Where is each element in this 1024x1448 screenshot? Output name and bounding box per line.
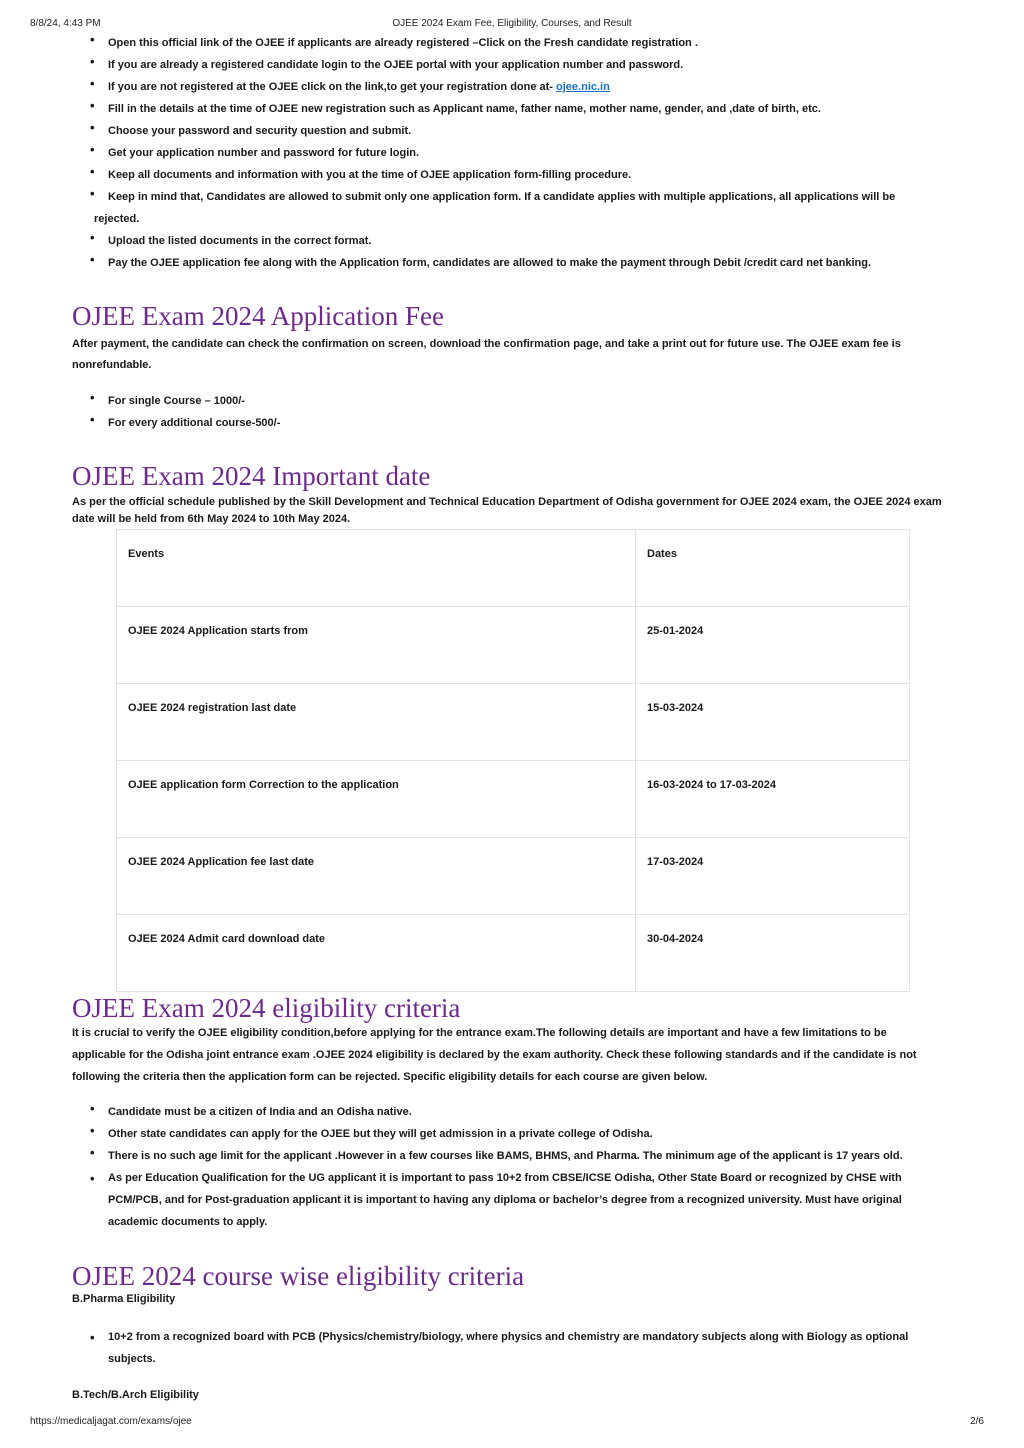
table-row <box>117 915 910 992</box>
list-item: • Pay the OJEE application fee along with the Application form, candidates are allowed to make the payment through Debit /credit card net banking. <box>90 252 872 269</box>
eligibility-heading: OJEE Exam 2024 eligibility criteria <box>72 993 461 1023</box>
list-item: • Keep in mind that, Candidates are allowed to submit only one application form. If a candidate applies with multiple applications, all applications will be rejected. <box>90 186 896 225</box>
eligibility-paragraph: It is crucial to verify the OJEE eligibility condition,before applying for the entrance exam.The following details are important and have a few limitations to be applicable for the Odisha joint entrance exam .OJEE 2024 eligibility is declared by the exam authority. Check these following standards and if the candidate is not following the criteria then the application form can be rejected. Specific eligibility details for each course are given below. <box>72 1027 917 1083</box>
ojee-portal-link[interactable]: ojee.nic.in <box>556 81 610 93</box>
btech-label: B.Tech/B.Arch Eligibility <box>72 1389 199 1401</box>
dates-heading: OJEE Exam 2024 Important date <box>72 461 431 491</box>
list-item: • Upload the listed documents in the correct format. <box>90 230 372 247</box>
date-cell: 25-01-2024 <box>636 607 910 684</box>
date-cell: 16-03-2024 to 17-03-2024 <box>636 761 910 838</box>
list-item: • 10+2 from a recognized board with PCB (Physics/chemistry/biology, where physics and chemistry are mandatory subjects along with Biology as optional subjects. <box>90 1330 909 1365</box>
date-cell: 30-04-2024 <box>636 915 910 992</box>
registration-steps-list <box>72 32 952 274</box>
course-heading: OJEE 2024 course wise eligibility criteria <box>72 1261 525 1291</box>
list-item: • Choose your password and security question and submit. <box>90 120 412 137</box>
column-header-events: Events <box>117 530 636 607</box>
event-cell: OJEE 2024 Application starts from <box>117 607 636 684</box>
date-cell: 15-03-2024 <box>636 684 910 761</box>
list-item: • Fill in the details at the time of OJEE new registration such as Applicant name, father name, mother name, gender, and ,date of birth, etc. <box>90 98 821 115</box>
list-item: • Open this official link of the OJEE if applicants are already registered –Click on the Fresh candidate registration . <box>90 32 698 49</box>
page-number: 2/6 <box>970 1416 984 1427</box>
print-datetime: 8/8/24, 4:43 PM <box>30 18 101 29</box>
table-row <box>117 838 910 915</box>
list-item: • There is no such age limit for the applicant .However in a few courses like BAMS, BHMS, and Pharma. The minimum age of the applicant is 17 years old. <box>90 1145 903 1162</box>
eligibility-section <box>72 992 952 1233</box>
dates-paragraph: As per the official schedule published by the Skill Development and Technical Education Department of Odisha government for OJEE 2024 exam, the OJEE 2024 exam date will be held from 6th May 2024 to 10th May 2024. <box>72 496 942 525</box>
table-row <box>117 607 910 684</box>
fee-list <box>72 390 952 434</box>
event-cell: OJEE application form Correction to the application <box>117 761 636 838</box>
eligibility-list <box>72 1101 952 1233</box>
important-dates-table <box>116 529 910 992</box>
list-item: • Keep all documents and information with you at the time of OJEE application form-filling procedure. <box>90 164 632 181</box>
list-item: • If you are already a registered candidate login to the OJEE portal with your application number and password. <box>90 54 684 71</box>
list-item: • For every additional course-500/- <box>90 412 281 429</box>
print-footer <box>30 1416 994 1430</box>
fee-heading: OJEE Exam 2024 Application Fee <box>72 301 444 331</box>
registration-steps-section <box>72 32 952 274</box>
bpharma-label: B.Pharma Eligibility <box>72 1293 176 1305</box>
list-item: • Other state candidates can apply for the OJEE but they will get admission in a private college of Odisha. <box>90 1123 653 1140</box>
dates-section <box>72 460 952 528</box>
date-cell: 17-03-2024 <box>636 838 910 915</box>
bpharma-list <box>72 1326 952 1370</box>
list-item: • If you are not registered at the OJEE click on the link,to get your registration done at- ojee.nic.in <box>90 76 610 93</box>
footer-url: https://medicaljagat.com/exams/ojee <box>30 1416 192 1427</box>
print-header <box>30 18 994 32</box>
event-cell: OJEE 2024 registration last date <box>117 684 636 761</box>
fee-paragraph: After payment, the candidate can check the confirmation on screen, download the confirmation page, and take a print out for future use. The OJEE exam fee is nonrefundable. <box>72 338 901 371</box>
course-eligibility-section <box>72 1260 952 1406</box>
event-cell: OJEE 2024 Admit card download date <box>117 915 636 992</box>
table-row <box>117 761 910 838</box>
list-item: • Candidate must be a citizen of India and an Odisha native. <box>90 1101 412 1118</box>
table-header-row <box>117 530 910 607</box>
print-title: OJEE 2024 Exam Fee, Eligibility, Courses, and Result <box>392 18 632 29</box>
fee-section <box>72 300 952 434</box>
column-header-dates: Dates <box>636 530 910 607</box>
list-item: • Get your application number and password for future login. <box>90 142 420 159</box>
event-cell: OJEE 2024 Application fee last date <box>117 838 636 915</box>
list-item: • For single Course – 1000/- <box>90 390 245 407</box>
table-row <box>117 684 910 761</box>
list-item: • As per Education Qualification for the UG applicant it is important to pass 10+2 from CBSE/ICSE Odisha, Other State Board or recognized by CHSE with PCM/PCB, and for Post-graduation applicant it is important to having any diploma or bachelor’s degree from a recognized university. Must have original academic documents to apply. <box>90 1171 902 1228</box>
